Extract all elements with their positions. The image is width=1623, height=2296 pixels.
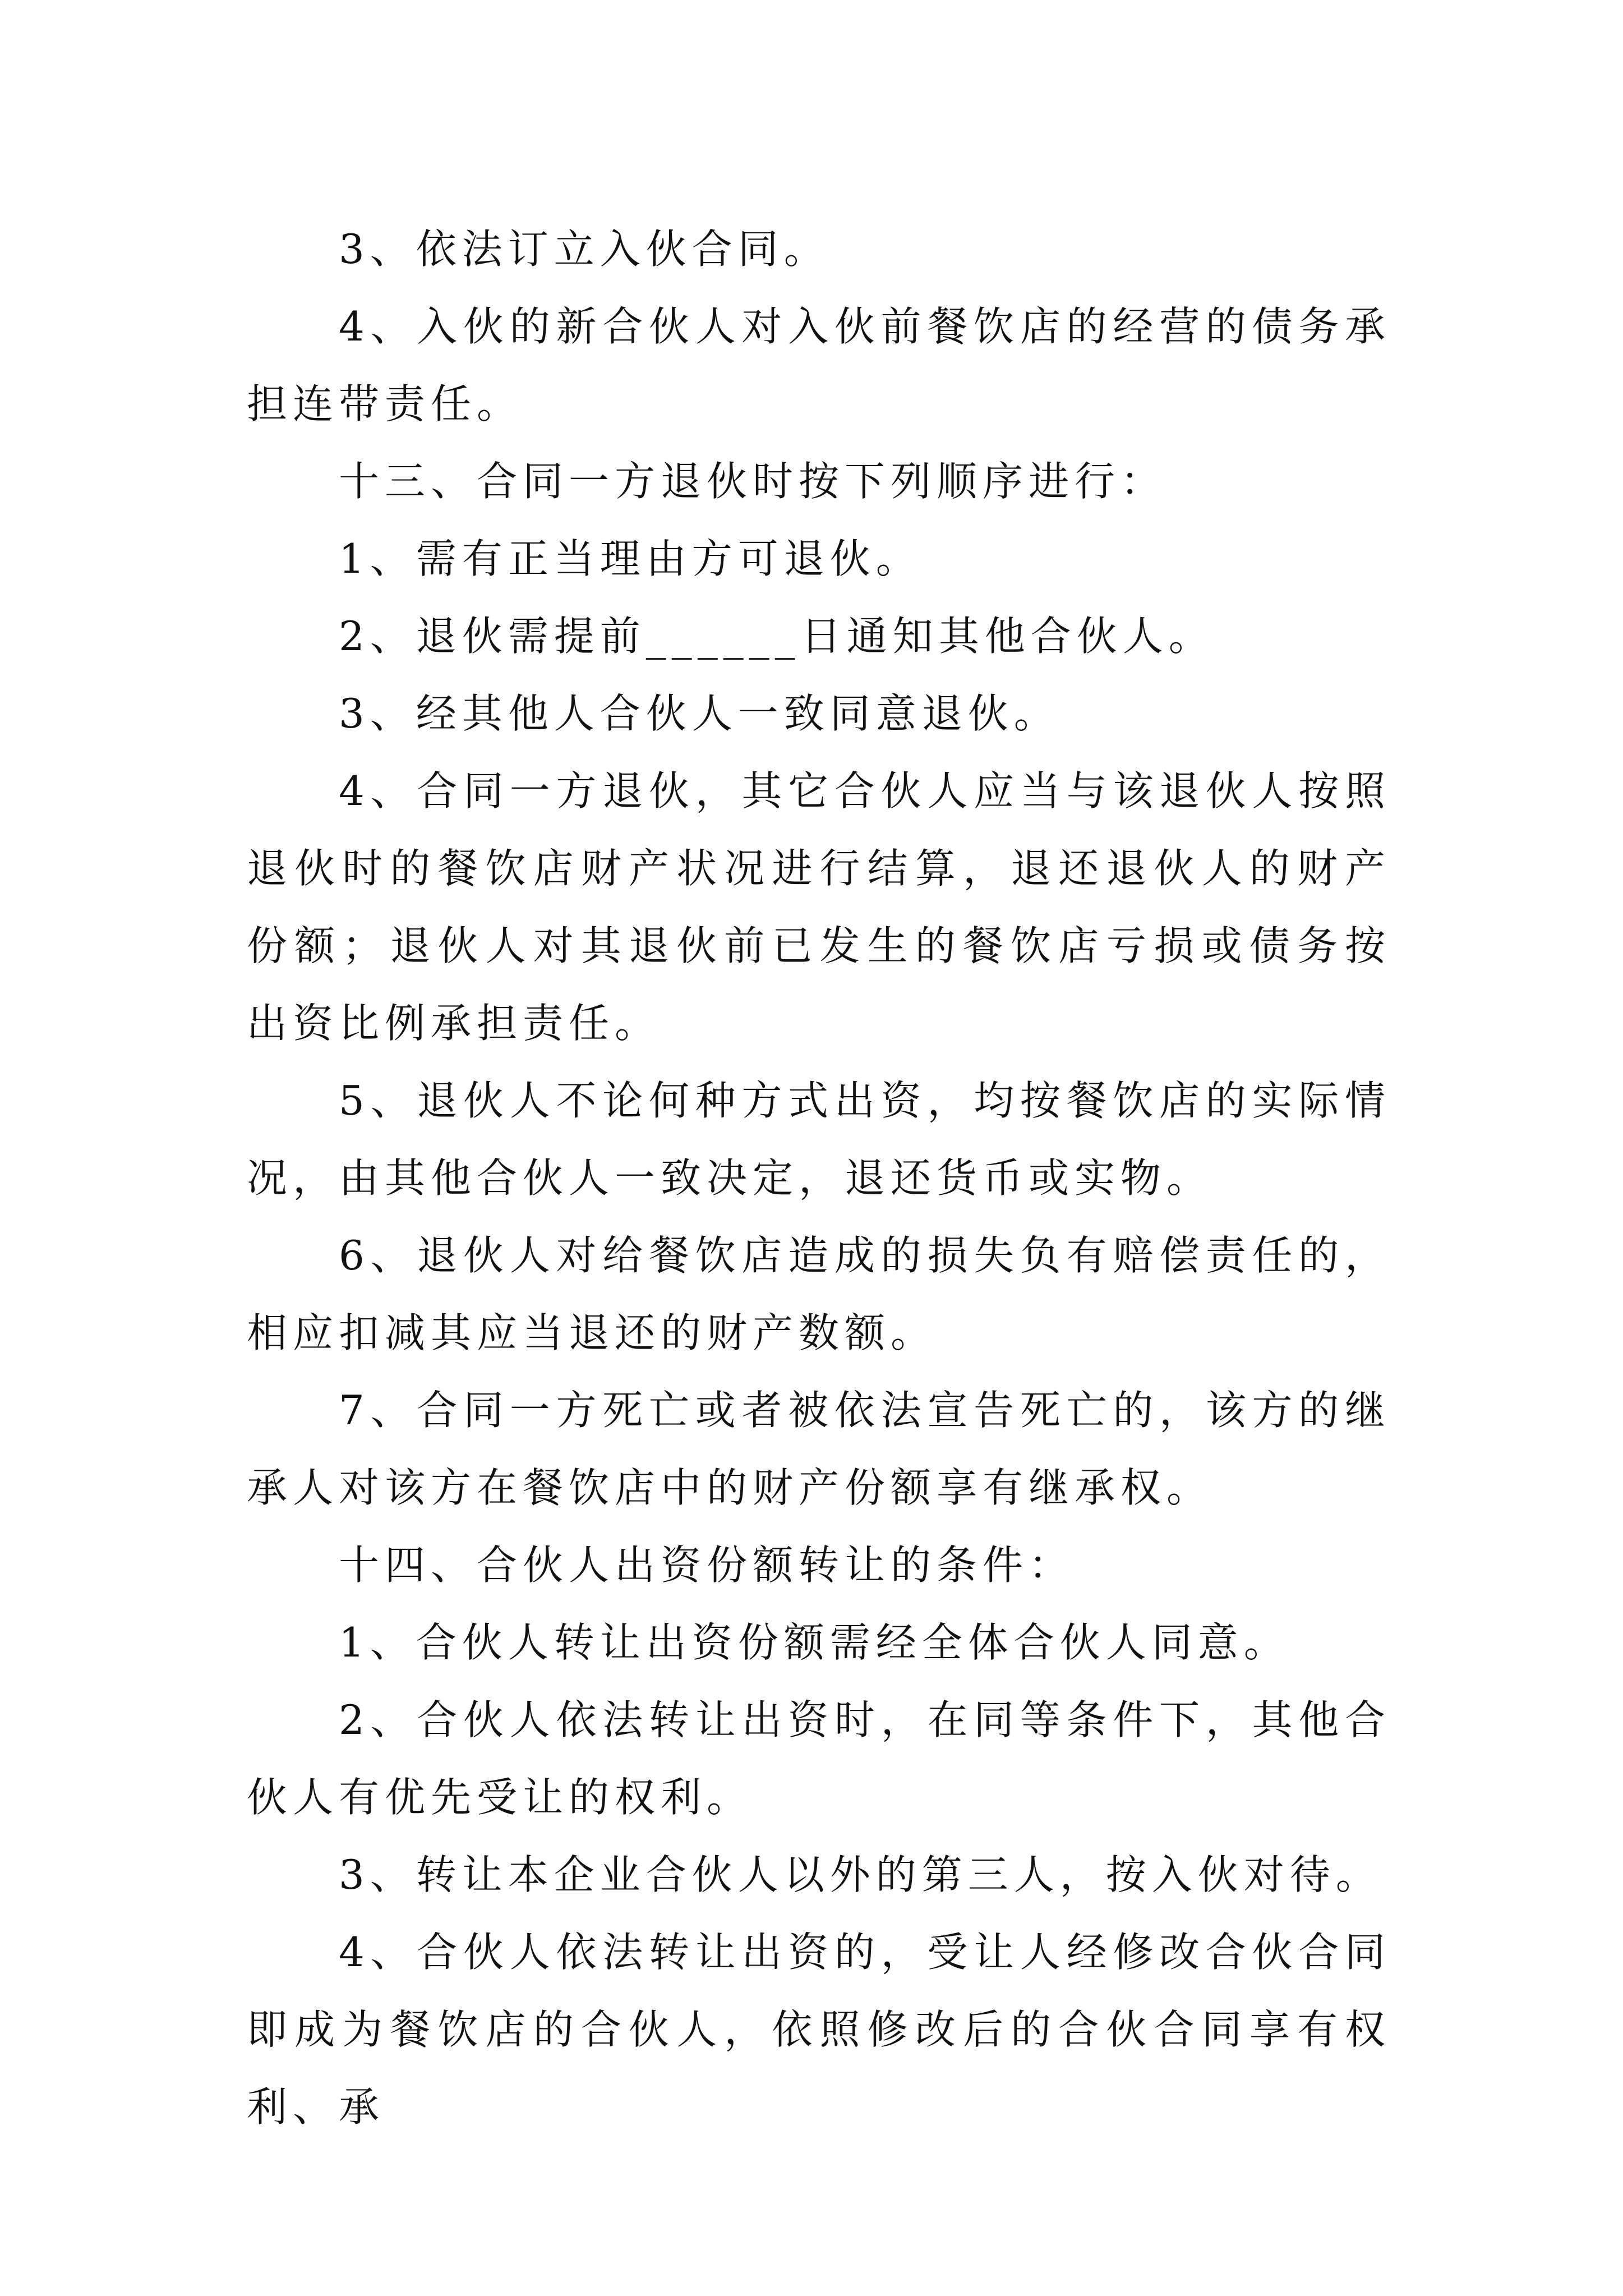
paragraph: 4、合伙人依法转让出资的，受让人经修改合伙合同即成为餐饮店的合伙人，依照修改后的合伙合同享有权利、承 [247,1929,1391,2131]
paragraph: 3、转让本企业合伙人以外的第三人，按入伙对待。 [339,1851,1382,1898]
section-heading: 十三、合同一方退伙时按下列顺序进行： [339,458,1167,505]
section-heading: 十四、合伙人出资份额转让的条件： [339,1542,1075,1589]
paragraph: 1、合伙人转让出资份额需经全体合伙人同意。 [339,1619,1290,1666]
paragraph: 3、经其他人合伙人一致同意退伙。 [339,690,1060,737]
paragraph: 3、依法订立入伙合同。 [339,226,830,273]
paragraph: 4、合同一方退伙，其它合伙人应当与该退伙人按照退伙时的餐饮店财产状况进行结算，退还退伙人的财产份额；退伙人对其退伙前已发生的餐饮店亏损或债务按出资比例承担责任。 [247,767,1391,1047]
paragraph: 2、合伙人依法转让出资时，在同等条件下，其他合伙人有优先受让的权利。 [247,1696,1391,1821]
document-body [247,210,1391,2146]
paragraph: 4、入伙的新合伙人对入伙前餐饮店的经营的债务承担连带责任。 [247,303,1391,427]
paragraph: 2、退伙需提前______日通知其他合伙人。 [339,613,1215,660]
paragraph: 1、需有正当理由方可退伙。 [339,535,922,582]
paragraph: 5、退伙人不论何种方式出资，均按餐饮店的实际情况，由其他合伙人一致决定，退还货币或实物。 [247,1077,1391,1202]
paragraph: 7、合同一方死亡或者被依法宣告死亡的，该方的继承人对该方在餐饮店中的财产份额享有继承权。 [247,1387,1391,1511]
paragraph: 6、退伙人对给餐饮店造成的损失负有赔偿责任的，相应扣减其应当退还的财产数额。 [247,1232,1391,1356]
